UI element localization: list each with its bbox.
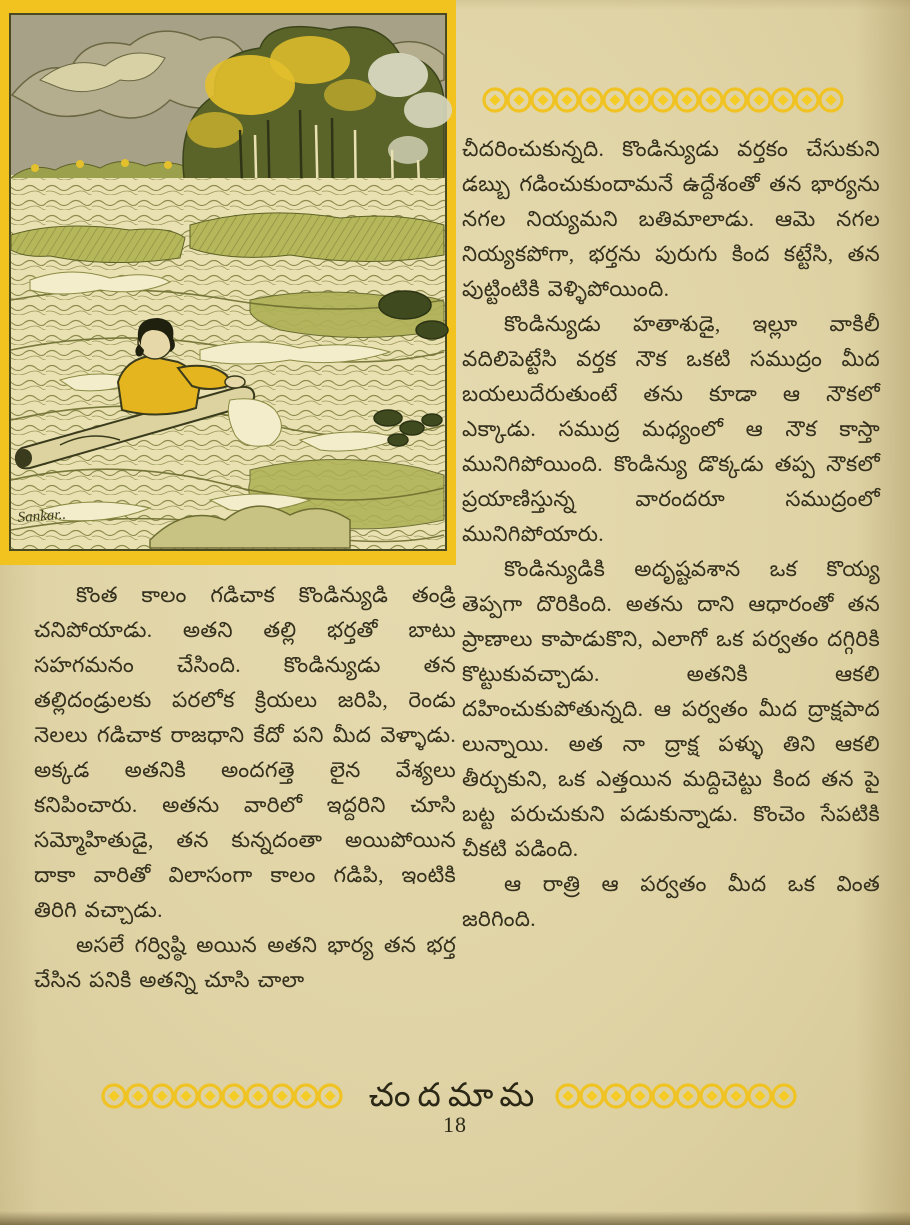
story-paragraph: కొండిన్యుడు హతాశుడై, ఇల్లూ వాకిలీ వదిలిపెట్టేసి వర్తక నౌక ఒకటి సముద్రం మీద బయలుదేరుతుంటే తను కూడా ఆ నౌకలో ఎక్కాడు. సముద్ర మధ్యంలో ఆ నౌక కాస్తా మునిగిపోయింది. కొండిన్యు డొక్కడు తప్ప నౌకలో ప్రయాణిస్తున్న వారందరూ సముద్రంలో మునిగిపోయారు. [462, 312, 880, 546]
chain-ornament-icon [101, 1082, 355, 1110]
story-paragraph: కొండిన్యుడికి అదృష్టవశాన ఒక కొయ్య తెప్పగా దొరికింది. అతను దాని ఆధారంతో తన ప్రాణాలు కాపాడుకొని, ఎలాగో ఒక పర్వతం దగ్గిరికి కొట్టుకువచ్చాడు. అతనికి ఆకలి దహించుకుపోతున్నది. ఆ పర్వతం మీద ద్రాక్షపాద లున్నాయి. అత నా ద్రాక్ష పళ్ళు తిని ఆకలి తీర్చుకుని, ఒక ఎత్తయిన మద్దిచెట్టు కింద తన పై బట్ట పరుచుకుని పడుకున్నాడు. కొంచెం సేపటికి చీకటి పడింది. [462, 557, 880, 861]
magazine-title: చందమామ [368, 1078, 542, 1114]
page-number: 18 [443, 1112, 467, 1137]
page-footer [0, 1076, 910, 1116]
story-paragraph: చీదరించుకున్నది. కొండిన్యుడు వర్తకం చేసుకుని డబ్బు గడించుకుందామనే ఉద్దేశంతో తన భార్యను నగల నియ్యమని బతిమాలాడు. ఆమె నగల నియ్యకపోగా, భర్తను పురుగు కింద కట్టేసి, తన పుట్టింటికి వెళ్ళిపోయింది. [462, 137, 880, 301]
story-paragraph: ఆ రాత్రి ఆ పర్వతం మీద ఒక వింత జరిగింది. [462, 872, 880, 931]
chain-ornament-icon [555, 1082, 809, 1110]
left-column [34, 578, 456, 998]
illustration-canvas [0, 0, 456, 565]
chain-ornament-icon [482, 86, 856, 114]
story-paragraph: అసలే గర్విష్ఠి అయిన అతని భార్య తన భర్త చేసిన పనికి అతన్ని చూసి చాలా [34, 933, 456, 992]
artist-signature: Sankar.. [17, 506, 67, 526]
story-paragraph: కొంత కాలం గడిచాక కొండిన్యుడి తండ్రి చనిపోయాడు. అతని తల్లి భర్తతో బాటు సహగమనం చేసింది. కొండిన్యుడు తన తల్లిదండ్రులకు పరలోక క్రియలు జరిపి, రెండు నెలలు గడిచాక రాజధాని కేదో పని మీద వెళ్ళాడు. అక్కడ అతనికి అందగత్తె లైన వేశ్యలు కనిపించారు. అతను వారిలో ఇద్దరిని చూసి సమ్మోహితుడై, తన కున్నదంతా అయిపోయిన దాకా వారితో విలాసంగా కాలం గడిపి, ఇంటికి తిరిగి వచ్చాడు. [34, 583, 456, 922]
right-column [462, 86, 880, 937]
river [11, 178, 448, 549]
story-illustration [0, 0, 456, 565]
